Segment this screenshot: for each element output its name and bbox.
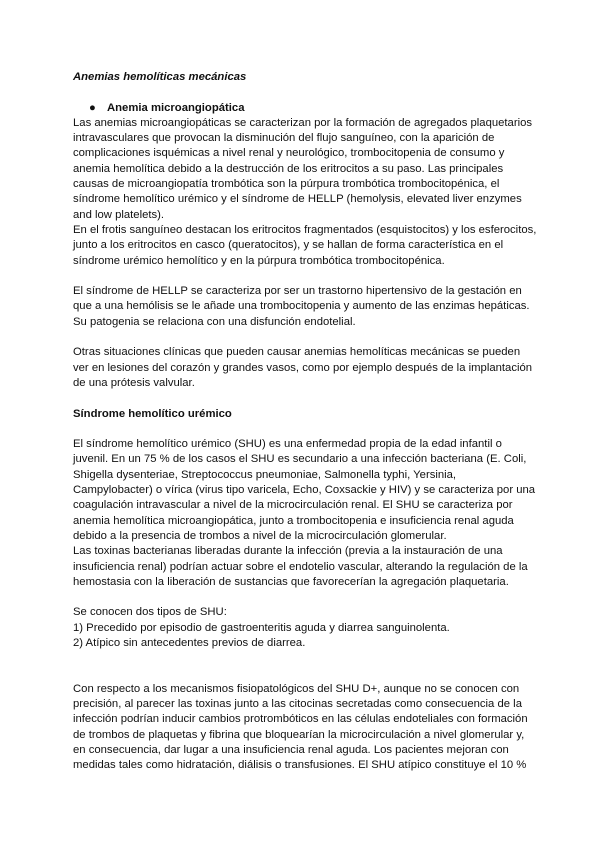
spacer [73,85,543,100]
text-line: hemostasia con la liberación de sustancias que favorecerían la agregación plaquetaria. [73,575,509,588]
text-line: Se conocen dos tipos de SHU: [73,606,227,619]
text-line: precisión, al parecer las toxinas junto a las citocinas secretadas como consecuencia de la [73,698,522,711]
text-line: El síndrome hemolítico urémico (SHU) es una enfermedad propia de la edad infantil o [73,438,502,451]
text-line: insuficiencia renal) podrían actuar sobre el endotelio vascular, alterando la regulación de la [73,560,528,573]
text-line: juvenil. En un 75 % de los casos el SHU es secundario a una infección bacteriana (E. Coli, [73,453,527,466]
text-line: El síndrome de HELLP se caracteriza por ser un trastorno hipertensivo de la gestación en [73,285,522,298]
spacer [73,667,543,682]
text-line: coagulación intravascular a nivel de la microcirculación renal. El SHU se caracteriza por [73,499,513,512]
text-line: anemia hemolítica debido a la destrucción de los eritrocitos a su paso. Las principales [73,162,504,175]
spacer [73,391,543,406]
paragraph-toxinas [73,544,543,590]
spacer [73,590,543,605]
paragraph-shu [73,437,543,544]
bullet-heading [73,101,543,116]
text-line: anemia hemolítica microangiopática, junto a trombocitopenia e insuficiencia renal aguda [73,514,514,527]
text-line: infección podrían inducir cambios protrombóticos en las células endoteliales con formación [73,713,528,726]
text-line: Shigella dysenteriae, Streptococcus pneumoniae, Salmonella typhi, Yersinia, [73,468,457,481]
text-line: síndrome hemolítico urémico y el síndrome de HELLP (hemolysis, elevated liver enzymes [73,193,522,206]
paragraph-tipos [73,605,543,651]
paragraph-frotis [73,223,543,269]
paragraph-hellp [73,284,543,330]
spacer [73,330,543,345]
text-line: intravasculares que provocan la disminución del flujo sanguíneo, con la aparición de [73,132,495,145]
text-line: En el frotis sanguíneo destacan los eritrocitos fragmentados (esquistocitos) y los esferocitos, [73,223,537,236]
text-line: Las anemias microangiopáticas se caracterizan por la formación de agregados plaquetarios [73,116,533,129]
text-line: Las toxinas bacterianas liberadas durante la infección (previa a la instauración de una [73,545,503,558]
bullet-icon: ● [89,101,96,114]
text-line: ver en lesiones del corazón y grandes vasos, como por ejemplo después de la implantación [73,361,533,374]
list-item: 1) Precedido por episodio de gastroenteritis aguda y diarrea sanguinolenta. [73,621,450,634]
text-line: debido a la presencia de trombos a nivel de la microcirculación glomerular. [73,529,447,542]
paragraph-otras [73,345,543,391]
text-line: síndrome urémico hemolítico y en la púrpura trombótica trombocitopénica. [73,254,445,267]
spacer [73,422,543,437]
text-line: causas de microangiopatía trombótica son la púrpura trombótica trombocitopénica, el [73,178,500,191]
document-title: Anemias hemolíticas mecánicas [73,71,247,83]
text-line: Con respecto a los mecanismos fisiopatológicos del SHU D+, aunque no se conocen con [73,682,520,695]
spacer [73,651,543,666]
text-line: en consecuencia, dar lugar a una insuficiencia renal aguda. Los pacientes mejoran con [73,744,509,757]
text-line: Su patogenia se relaciona con una disfunción endotelial. [73,315,356,328]
spacer [73,269,543,284]
text-line: junto a los eritrocitos en casco (queratocitos), y se hallan de forma característica en el [73,239,504,252]
text-line: complicaciones isquémicas a nivel renal y neurológico, trombocitopenia de consumo y [73,147,505,160]
paragraph-mecanismos [73,682,543,774]
text-line: and low platelets). [73,208,165,221]
text-line: medidas tales como hidratación, diálisis o transfusiones. El SHU atípico constituye el 10 % [73,759,527,772]
text-line: Otras situaciones clínicas que pueden causar anemias hemolíticas mecánicas se pueden [73,346,521,359]
text-line: de una prótesis valvular. [73,376,195,389]
section-heading: Síndrome hemolítico urémico [73,407,232,420]
text-line: Campylobacter) o vírica (virus tipo varicela, Echo, Coxsackie y HIV) y se caracteriza por una [73,484,536,497]
list-item: 2) Atípico sin antecedentes previos de diarrea. [73,636,306,649]
text-line: de trombos de plaquetas y fibrina que bloquearían la microcirculación a nivel glomerular y, [73,728,525,741]
bullet-heading-text: Anemia microangiopática [107,101,245,114]
document-page [73,70,543,774]
text-line: que a una hemólisis se le añade una trombocitopenia y aumento de las enzimas hepáticas. [73,300,530,313]
paragraph-intro [73,116,543,223]
